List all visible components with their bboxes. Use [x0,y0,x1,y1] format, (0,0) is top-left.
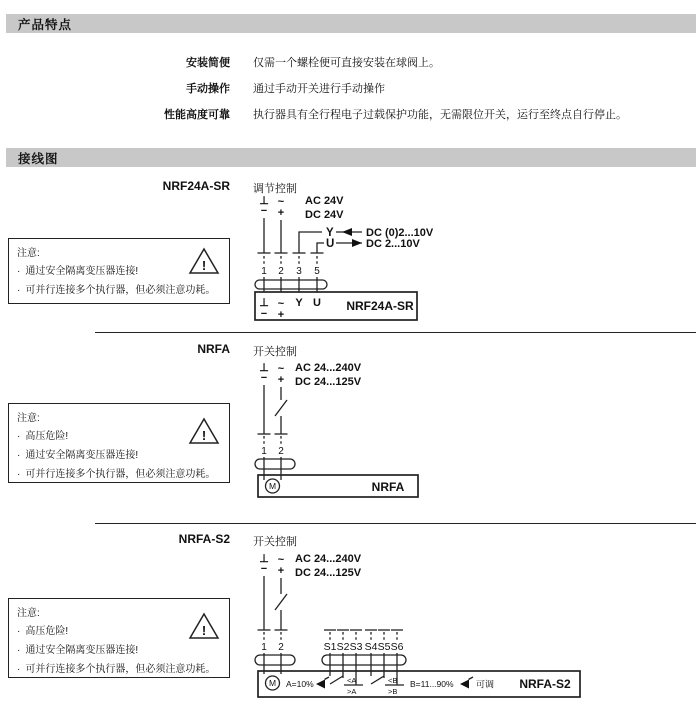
supply-wires [264,218,324,253]
note-title: 注意: [17,248,40,259]
adjustable-flag-icon [316,680,325,689]
adjustable-flag-icon [460,680,469,689]
u-terminal-label: U [326,238,335,250]
s-terminal-label: S3 [349,641,363,653]
bullet: · [17,285,21,296]
box-terminal: ~ [277,298,285,310]
diagram-model-name: NRFA-S2 [178,532,230,546]
terminal-number: 2 [278,266,284,277]
svg-text:!: ! [201,428,207,443]
terminal-number: 2 [278,446,284,457]
feature-label: 手动操作 [186,83,230,95]
note-text: 可并行连接多个执行器，但必须注意功耗。 [25,664,216,675]
bullet: · [17,645,21,656]
bullet: · [17,266,21,277]
power-rating-ac: AC 24...240V [295,362,362,374]
switch-arm [330,676,343,684]
u-signal-range: DC 2...10V [366,238,420,250]
terminal-number: 2 [278,642,284,653]
note-title: 注意: [17,608,40,619]
bullet: · [17,626,21,637]
note-text: 可并行连接多个执行器，但必须注意功耗。 [25,469,216,480]
bullet: · [17,450,21,461]
motor-letter: M [268,481,277,491]
warning-triangle-icon [188,612,220,640]
note-item [17,641,221,660]
diagram-control-type: 开关控制 [253,346,297,358]
note-item [17,660,221,679]
y-signal-range: DC (0)2...10V [366,227,434,239]
terminal-number: 1 [261,446,267,457]
dc-plus-symbol: + [277,207,285,219]
actuator-box [258,475,418,497]
wiring-diagram-nrf24a-sr [250,190,696,326]
contact-label: <A [347,676,357,685]
box-terminal: ⊥ [259,297,269,309]
actuator-box [255,292,417,321]
contact-label: <B [388,676,398,685]
svg-text:!: ! [201,623,207,638]
aux-switch-a [330,676,363,696]
wiring-diagram-nrfa-s2 [250,548,696,702]
dc-plus-symbol: + [277,374,285,386]
bullet: · [17,469,21,480]
switch-symbol [275,594,287,610]
switch-arm [371,676,384,684]
power-rating-ac: AC 24...240V [295,553,362,565]
supply-wires [264,576,287,630]
note-item [17,465,221,484]
s-terminal-label: S6 [390,641,404,653]
warning-triangle-icon [188,247,220,275]
note-text: 通过安全隔离变压器连接! [25,645,139,656]
warning-triangle-icon [188,417,220,445]
s-terminal-label: S1 [323,641,337,653]
power-rating-ac: AC 24V [305,195,344,207]
note-text: 可并行连接多个执行器，但必须注意功耗。 [25,285,216,296]
terminal-marks [258,630,288,674]
note-title: 注意: [17,413,40,424]
divider [95,332,696,333]
switch-symbol [275,400,287,416]
terminal-number: 5 [314,266,320,277]
arrow-right-icon [352,239,362,247]
box-terminal: + [277,309,285,321]
diagram-control-type: 开关控制 [253,536,297,548]
actuator-model-label: NRF24A-SR [346,299,414,313]
cable-bundle [322,655,406,665]
motor-letter: M [268,678,277,688]
terminal-number: 1 [261,266,267,277]
feature-text: 通过手动开关进行手动操作 [253,83,385,95]
note-text: 通过安全隔离变压器连接! [25,266,139,277]
cable-bundle [255,655,295,665]
switch-a-setting: A=10% [286,679,314,689]
note-item [17,281,221,300]
actuator-model-label: NRFA [371,480,405,494]
power-rating-dc: DC 24...125V [295,567,362,579]
diagram-control-type: 调节控制 [253,183,297,195]
note-item [17,446,221,465]
terminal-marks [258,253,324,292]
feature-label: 性能高度可靠 [164,109,230,121]
cable-bundle [255,459,295,469]
wiring-diagram-nrfa [250,358,696,504]
note-text: 通过安全隔离变压器连接! [25,450,139,461]
bullet: · [17,664,21,675]
switch-b-setting: B=11...90% [410,679,454,689]
dc-plus-symbol: + [277,565,285,577]
cable-bundle [255,280,327,289]
bullet: · [17,431,21,442]
ground-symbol: ⊥ [259,362,269,374]
signal-u-output [326,238,420,250]
arrow-left-icon [342,228,352,236]
note-box [8,403,230,483]
ac-symbol: ~ [277,196,285,208]
aux-switch-b [371,676,404,696]
supply-wires [264,385,287,434]
dc-minus-symbol: − [260,372,268,384]
svg-text:!: ! [201,258,207,273]
s-terminal-label: S5 [377,641,391,653]
dc-minus-symbol: − [260,563,268,575]
ground-symbol: ⊥ [259,195,269,207]
terminal-marks [258,434,288,480]
adjustable-label: 可调 [476,679,495,690]
feature-text: 仅需一个螺栓便可直接安装在球阀上。 [253,57,440,69]
y-terminal-label: Y [326,227,334,239]
diagram-model-name: NRFA [197,342,230,356]
terminal-number: 1 [261,642,267,653]
note-box [8,598,230,678]
note-text: 高压危险! [25,431,69,442]
s-terminal-label: S4 [364,641,378,653]
feature-text: 执行器具有全行程电子过载保护功能，无需限位开关，运行至终点自行停止。 [253,109,627,121]
diagram-model-name: NRF24A-SR [162,179,230,193]
power-rating-dc: DC 24...125V [295,376,362,388]
note-text: 高压危险! [25,626,69,637]
section-header-features [6,14,696,33]
terminal-number: 3 [296,266,302,277]
dc-minus-symbol: − [260,205,268,217]
section-header-wiring [6,148,696,167]
box-terminal: Y [295,297,303,309]
note-box [8,238,230,304]
power-terminal-symbols [259,553,361,579]
s-terminal-label: S2 [336,641,350,653]
box-terminal: − [260,308,268,320]
power-terminal-symbols [259,362,361,388]
actuator-model-label: NRFA-S2 [519,677,571,691]
actuator-box [258,671,580,697]
ac-symbol: ~ [277,363,285,375]
power-terminal-symbols [259,195,344,221]
feature-label: 安装简便 [186,57,230,69]
ac-symbol: ~ [277,554,285,566]
contact-label: >B [388,687,398,696]
divider [95,523,696,524]
power-rating-dc: DC 24V [305,209,344,221]
section-title: 接线图 [18,151,59,166]
contact-label: >A [347,687,357,696]
box-terminal: U [313,297,321,309]
section-title: 产品特点 [18,17,73,32]
ground-symbol: ⊥ [259,553,269,565]
